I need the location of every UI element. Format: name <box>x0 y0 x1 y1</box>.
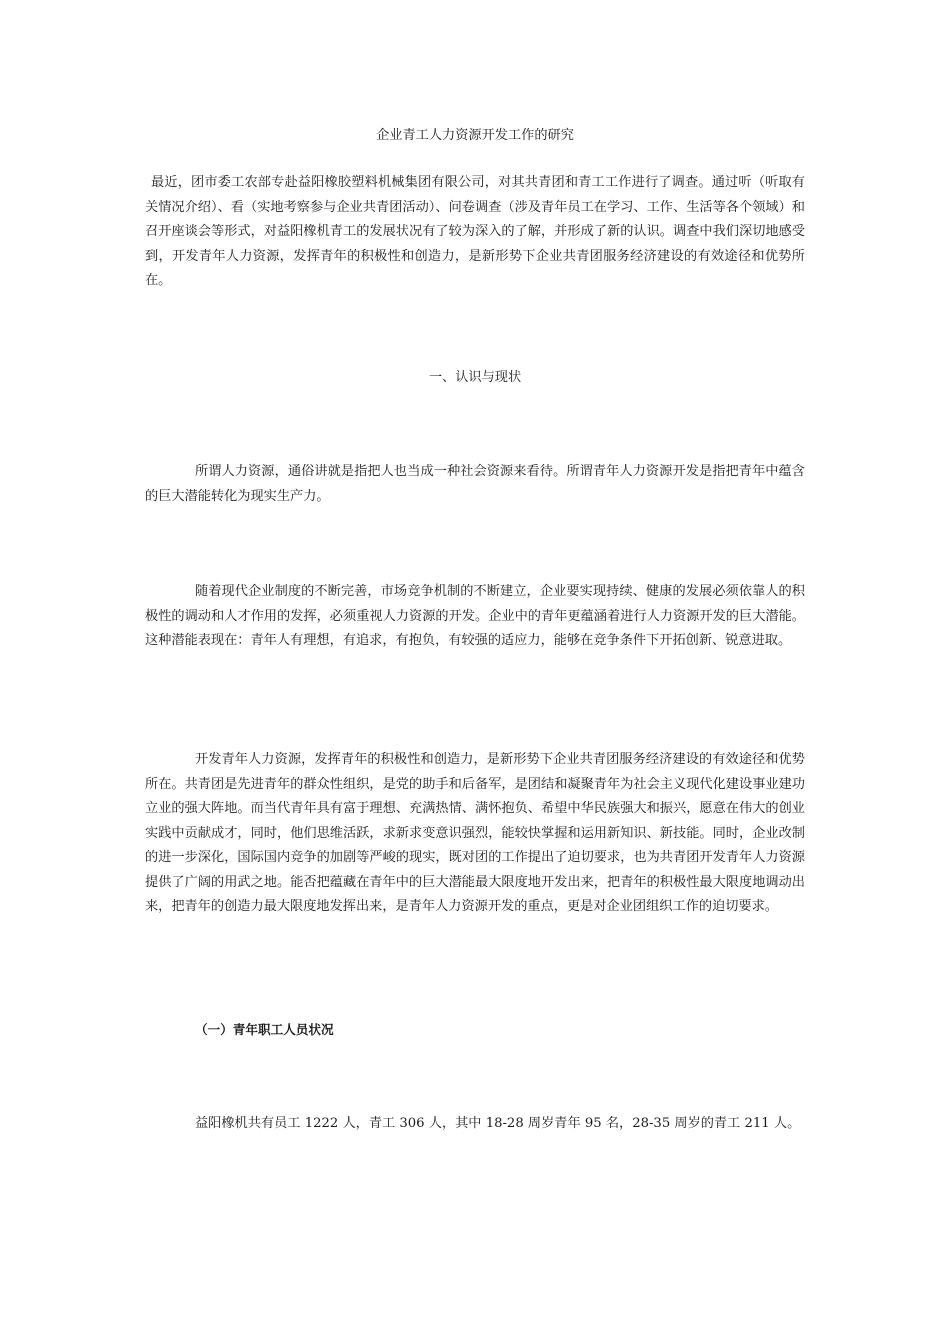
paragraph-2: 随着现代企业制度的不断完善，市场竞争机制的不断建立，企业要实现持续、健康的发展必须依靠人的积极性的调动和人才作用的发挥，必须重视人力资源的开发。企业中的青年更蕴涵着进行人力资源开发的巨大潜能。这种潜能表现在：青年人有理想，有追求，有抱负，有较强的适应力，能够在竞争条件下开拓创新、锐意进取。 <box>145 584 805 648</box>
document-title: 企业青工人力资源开发工作的研究 <box>376 128 574 143</box>
intro-paragraph: 最近，团市委工农部专赴益阳橡胶塑料机械集团有限公司，对其共青团和青工工作进行了调查。通过听（听取有关情况介绍）、看（实地考察参与企业共青团活动）、问卷调查（涉及青年员工在学习、工作、生活等各个领域）和召开座谈会等形式，对益阳橡机青工的发展状况有了较为深入的了解，并形成了新的认识。调查中我们深切地感受到，开发青年人力资源，发挥青年的积极性和创造力，是新形势下企业共青团服务经济建设的有效途径和优势所在。 <box>145 175 805 288</box>
paragraph-1: 所谓人力资源，通俗讲就是指把人也当成一种社会资源来看待。所谓青年人力资源开发是指把青年中蕴含的巨大潜能转化为现实生产力。 <box>145 464 805 504</box>
paragraph-4: 益阳橡机共有员工 1222 人，青工 306 人，其中 18-28 周岁青年 95 名，28-35 周岁的青工 211 人。 <box>195 1116 801 1131</box>
subsection-heading-1: （一）青年职工人员状况 <box>195 1022 334 1037</box>
paragraph-3: 开发青年人力资源，发挥青年的积极性和创造力，是新形势下企业共青团服务经济建设的有效途径和优势所在。共青团是先进青年的群众性组织，是党的助手和后备军，是团结和凝聚青年为社会主义现代化建设事业建功立业的强大阵地。而当代青年具有富于理想、充满热情、满怀抱负、希望中华民族强大和振兴，愿意在伟大的创业实践中贡献成才，同时，他们思维活跃，求新求变意识强烈，能较快掌握和运用新知识、新技能。同时，企业改制的进一步深化，国际国内竞争的加剧等严峻的现实，既对团的工作提出了迫切要求，也为共青团开发青年人力资源提供了广阔的用武之地。能否把蕴藏在青年中的巨大潜能最大限度地开发出来，把青年的积极性最大限度地调动出来，把青年的创造力最大限度地发挥出来，是青年人力资源开发的重点，更是对企业团组织工作的迫切要求。 <box>145 752 805 914</box>
section-heading-1: 一、认识与现状 <box>428 370 522 385</box>
